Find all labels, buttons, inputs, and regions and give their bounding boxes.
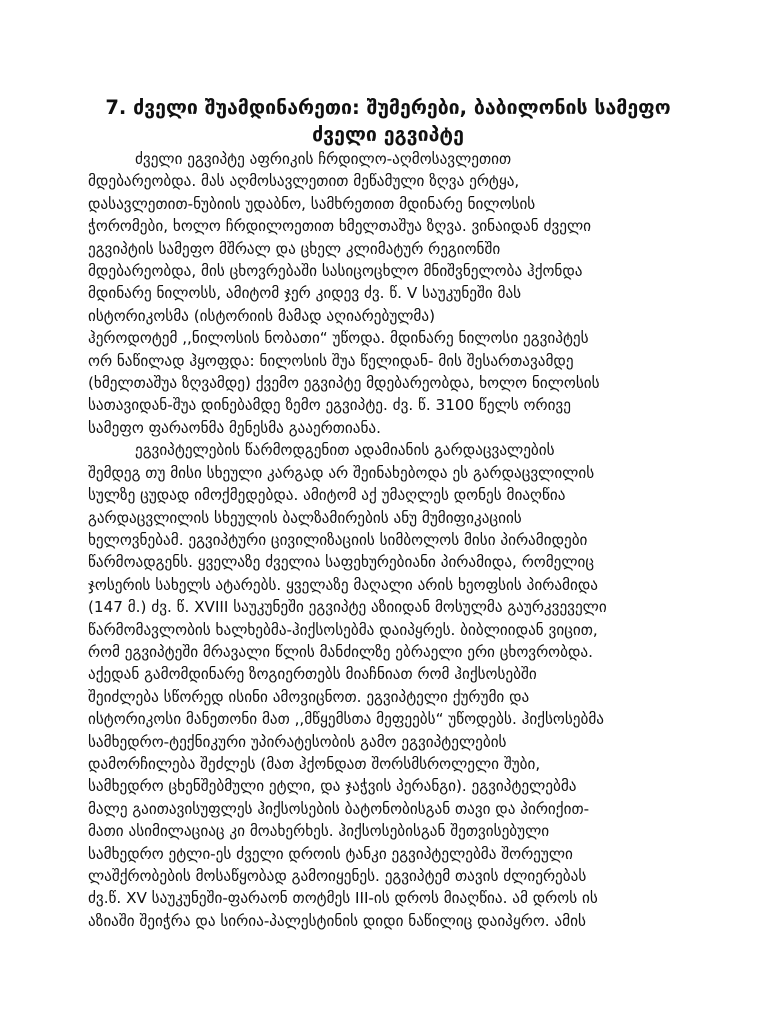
text-line: დამორჩილება შეძლეს (მათ ჰქონდათ შორსმსროლელი შუბი, [88, 754, 541, 773]
text-line: სამხედრო ცხენშებმული ეტლი, და ჯაჭვის პერანგი). ეგვიპტელებმა [88, 777, 577, 796]
text-line: ორ ნაწილად ჰყოფდა: ნილოსის შუა წელიდან- მის შესართავამდე [88, 351, 574, 370]
text-line: ჰეროდოტემ ,,ნილოსის ნობათი“ უწოდა. მდინარე ნილოსი ეგვიპტეს [88, 329, 589, 348]
document-page [88, 94, 688, 932]
text-line: მდებარეობდა. მას აღმოსავლეთით მეწამული ზღვა ერტყა, [88, 172, 520, 191]
title-line-2: ძველი ეგვიპტე [312, 123, 464, 146]
text-line: აზიაში შეიჭრა და სირია-პალესტინის დიდი ნაწილიც დაიპყრო. ამის [88, 911, 586, 930]
text-line: დასავლეთით-ნუბიის უდაბნო, სამხრეთით მდინარე ნილოსის [88, 194, 536, 213]
text-line: მათი ასიმილაციაც კი მოახერხეს. ჰიქსოსებისგან შეთვისებული [88, 822, 550, 841]
text-line: რომ ეგვიპტეში მრავალი წლის მანძილზე ებრაელი ერი ცხოვრობდა. [88, 642, 593, 661]
text-line: სამეფო ფარაონმა მენესმა გააერთიანა. [88, 418, 381, 437]
text-line: ძვ.წ. XV საუკუნეში-ფარაონ თოტმეს III-ის დროს მიაღწია. ამ დროს ის [88, 889, 598, 908]
text-line: სამხედრო ეტლი-ეს ძველი დროის ტანკი ეგვიპტელებმა შორეული [88, 844, 573, 863]
text-line: ლაშქრობების მოსაწყობად გამოიყენეს. ეგვიპტემ თავის ძლიერებას [88, 867, 587, 885]
text-line: სამხედრო-ტექნიკური უპირატესობის გამო ეგვიპტელების [88, 732, 507, 751]
text-line: ეგვიპტის სამეფო მშრალ და ცხელ კლიმატურ რეგიონში [88, 239, 501, 258]
text-line: ძველი ეგვიპტე აფრიკის ჩრდილო-აღმოსავლეთით [135, 150, 512, 168]
text-line: მდინარე ნილოსს, ამიტომ ჯერ კიდევ ძვ. წ. V საუკუნეში მას [88, 284, 522, 303]
text-line: ისტორიკოსი მანეთონი მათ ,,მწყემსთა მეფეებს“ უწოდებს. ჰიქსოსებმა [88, 710, 604, 729]
title-line-1: 7. ძველი შუამდინარეთი: შუმერები, ბაბილონის სამეფო [105, 96, 671, 119]
text-line: მდებარეობდა, მის ცხოვრებაში სასიცოცხლო მნიშვნელობა ჰქონდა [88, 262, 583, 281]
text-line: ხელოვნებამ. ეგვიპტური ცივილიზაციის სიმბოლოს მისი პირამიდები [88, 530, 588, 549]
text-line: შემდეგ თუ მისი სხეული კარგად არ შეინახებოდა ეს გარდაცვლილის [88, 463, 595, 482]
body-text [88, 148, 688, 932]
text-line: ისტორიკოსმა (ისტორიის მამად აღიარებულმა) [88, 306, 435, 325]
text-line: სულზე ცუდად იმოქმედებდა. ამიტომ აქ უმაღლეს დონეს მიაღწია [88, 486, 566, 505]
text-line: ჭორომები, ხოლო ჩრდილოეთით ხმელთაშუა ზღვა. ვინაიდან ძველი [88, 217, 591, 236]
text-line: (147 მ.) ძვ. წ. XVIII საუკუნეში ეგვიპტე აზიიდან მოსულმა გაურკვეველი [88, 598, 607, 617]
text-line: წარმოადგენს. ყველაზე ძველია საფეხურებიანი პირამიდა, რომელიც [88, 553, 595, 572]
text-line: გარდაცვლილის სხეულის ბალზამირების ანუ მუმიფიკაციის [88, 508, 522, 527]
text-line: მალე გაითავისუფლეს ჰიქსოსების ბატონობისგან თავი და პირიქით- [88, 799, 590, 818]
page-title [88, 94, 688, 148]
text-line: შეიძლება სწორედ ისინი ამოვიცნოთ. ეგვიპტელი ქურუმი და [88, 687, 530, 706]
text-line: სათავიდან-შუა დინებამდე ზემო ეგვიპტე. ძვ. წ. 3100 წელს ორივე [88, 396, 571, 415]
text-line: წარმომავლობის ხალხებმა-ჰიქსოსებმა დაიპყრეს. ბიბლიიდან ვიცით, [88, 620, 598, 639]
text-line: ეგვიპტელების წარმოდგენით ადამიანის გარდაცვალების [135, 441, 555, 460]
text-line: (ხმელთაშუა ზღვამდე) ქვემო ეგვიპტე მდებარეობდა, ხოლო ნილოსის [88, 374, 600, 393]
text-line: აქედან გამომდინარე ზოგიერთებს მიაჩნიათ რომ ჰიქსოსებში [88, 665, 537, 684]
text-line: ჯოსერის სახელს ატარებს. ყველაზე მაღალი არის ხეოფსის პირამიდა [88, 575, 598, 594]
